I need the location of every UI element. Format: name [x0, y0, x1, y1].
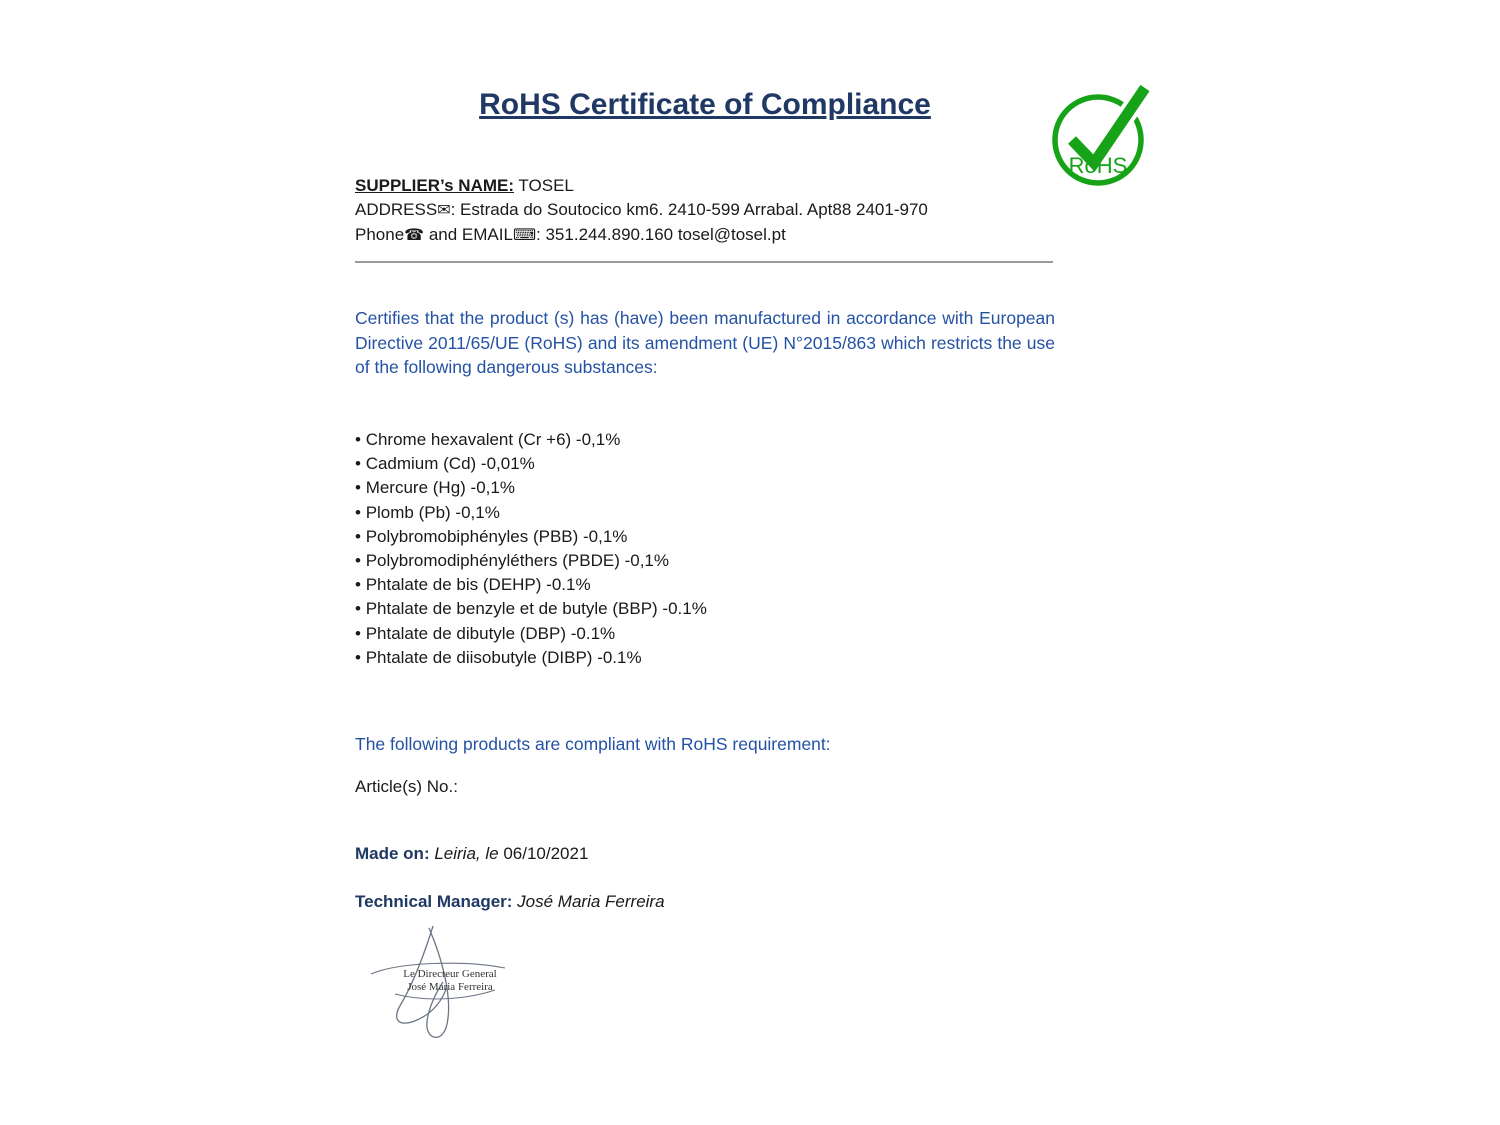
technical-manager-name: José Maria Ferreira: [512, 892, 665, 911]
supplier-name-value: TOSEL: [514, 176, 574, 195]
supplier-block: [355, 174, 928, 248]
list-item: • Cadmium (Cd) -0,01%: [355, 452, 707, 476]
phone-label: Phone: [355, 225, 405, 244]
made-on-line: [355, 844, 588, 864]
list-item: • Plomb (Pb) -0,1%: [355, 501, 707, 525]
signature-block: [355, 922, 535, 1052]
supplier-address-line: [355, 198, 928, 223]
email-label: and EMAIL: [424, 225, 513, 244]
list-item: • Polybromobiphényles (PBB) -0,1%: [355, 525, 707, 549]
logo-text: RoHS: [1068, 153, 1128, 178]
address-label: ADDRESS: [355, 200, 438, 219]
list-item: • Phtalate de diisobutyle (DIBP) -0.1%: [355, 646, 707, 670]
made-on-place: Leiria, le: [429, 844, 499, 863]
substances-list: [355, 428, 707, 670]
compliance-statement: The following products are compliant with RoHS requirement:: [355, 734, 831, 754]
technical-manager-label: Technical Manager:: [355, 892, 513, 911]
supplier-name-label: SUPPLIER’s NAME:: [355, 176, 515, 195]
rohs-logo-graphic: [1050, 80, 1154, 190]
technical-manager-line: [355, 892, 665, 912]
signature-text: [385, 968, 515, 994]
made-on-date: 06/10/2021: [498, 844, 589, 863]
list-item: • Phtalate de benzyle et de butyle (BBP) -0.1%: [355, 597, 707, 621]
certification-paragraph: Certifies that the product (s) has (have) been manufactured in accordance with European Directive 2011/65/UE (RoHS) and its amendment (UE) N°2015/863 which restricts the use of the following dangerous substances:: [355, 308, 1055, 377]
phone-icon: ☎: [404, 227, 425, 244]
rohs-logo: [1050, 80, 1154, 190]
list-item: • Phtalate de bis (DEHP) -0.1%: [355, 573, 707, 597]
signature-line1: Le Directeur General: [403, 968, 497, 980]
list-item: • Phtalate de dibutyle (DBP) -0.1%: [355, 622, 707, 646]
articles-label: Article(s) No.:: [355, 777, 458, 796]
document-title: RoHS Certificate of Compliance: [479, 88, 931, 121]
envelope-icon: ✉: [437, 202, 451, 219]
supplier-name-line: [355, 174, 928, 198]
computer-icon: ⌨: [512, 227, 537, 244]
list-item: • Chrome hexavalent (Cr +6) -0,1%: [355, 428, 707, 452]
horizontal-divider: [355, 261, 1053, 263]
address-value: : Estrada do Soutocico km6. 2410-599 Arrabal. Apt88 2401-970: [450, 200, 928, 219]
contact-value: : 351.244.890.160 tosel@tosel.pt: [536, 225, 786, 244]
supplier-contact-line: [355, 223, 928, 248]
list-item: • Mercure (Hg) -0,1%: [355, 476, 707, 500]
made-on-label: Made on:: [355, 844, 430, 863]
signature-line2: José Maria Ferreira: [407, 981, 493, 993]
list-item: • Polybromodiphényléthers (PBDE) -0,1%: [355, 549, 707, 573]
